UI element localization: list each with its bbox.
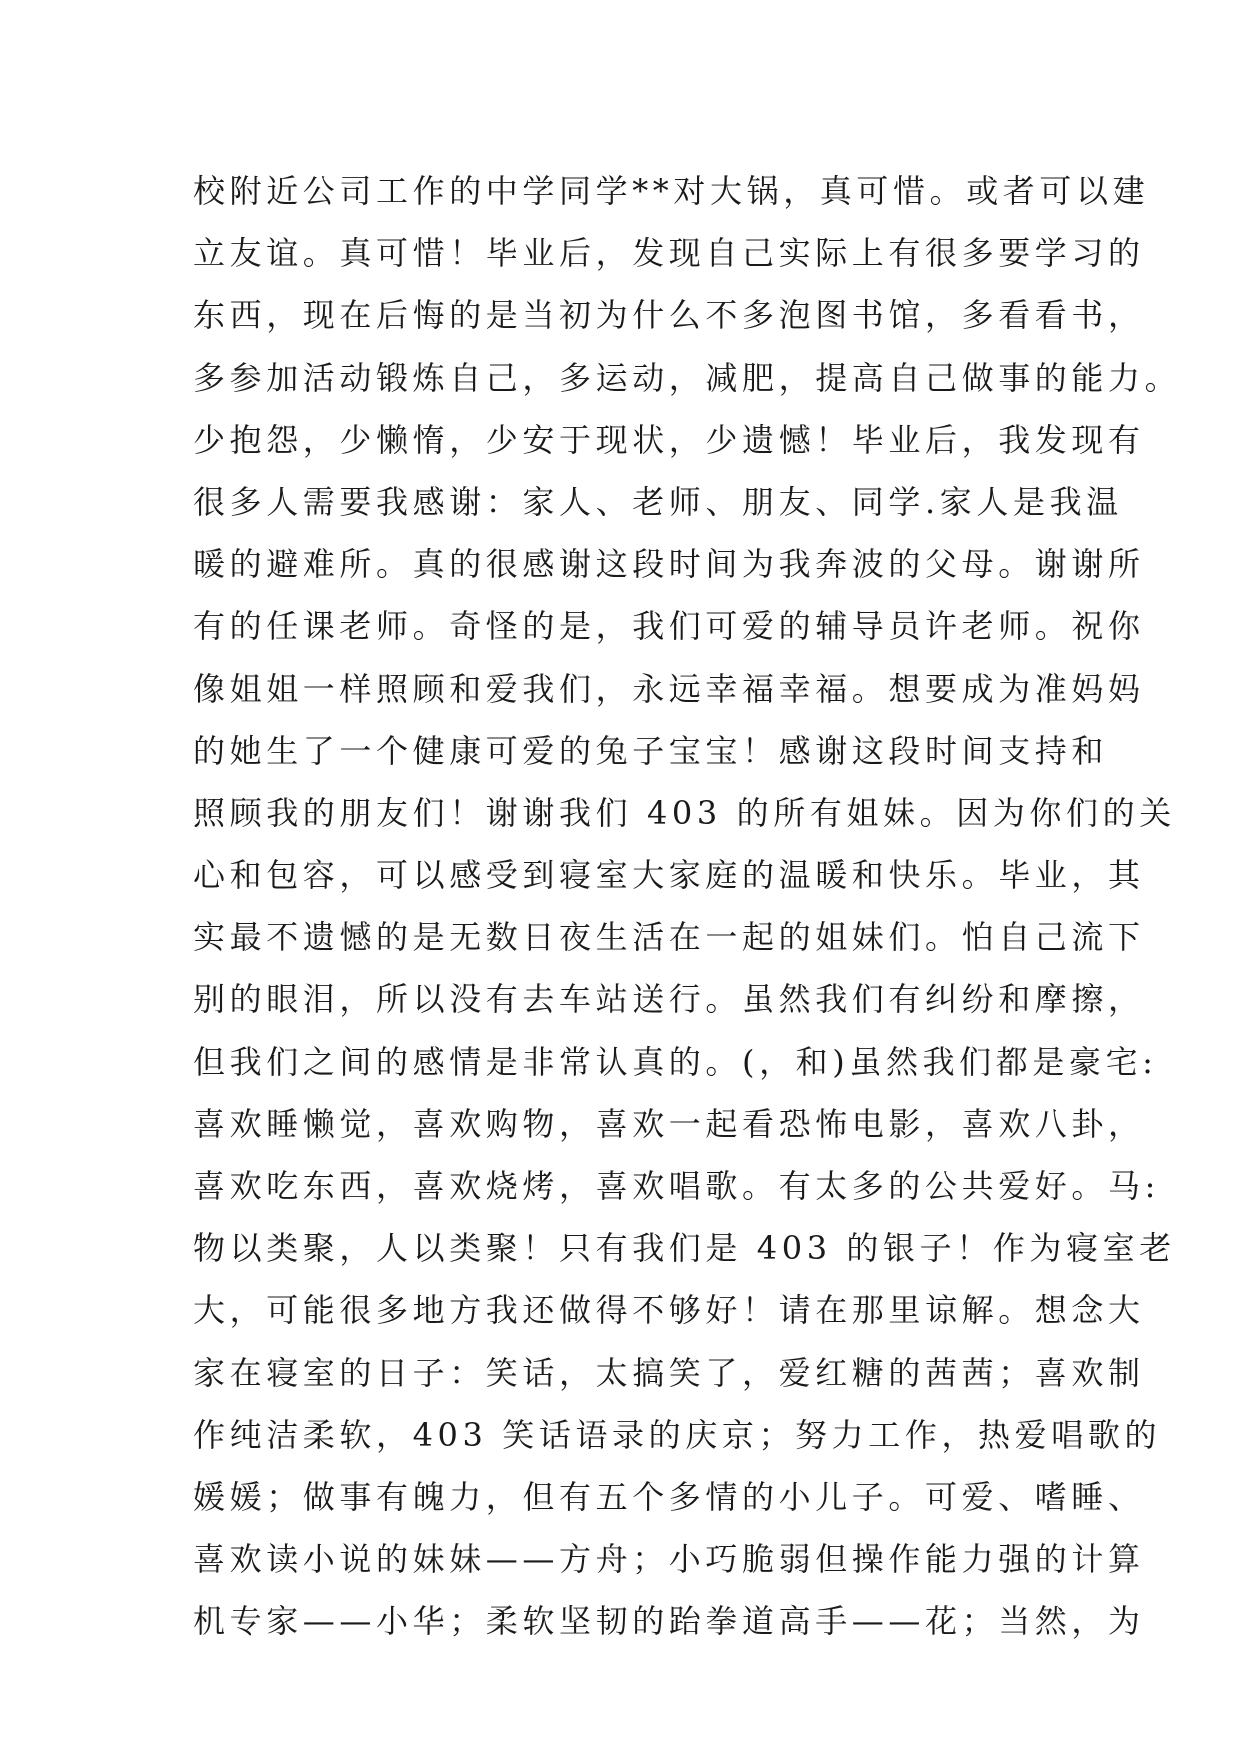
text-line: 喜欢吃东西，喜欢烧烤，喜欢唱歌。有太多的公共爱好。马:	[193, 1167, 1160, 1205]
text-line: 少抱怨，少懒惰，少安于现状，少遗憾！毕业后，我发现有	[193, 420, 1145, 459]
text-line: 作纯洁柔软，403 笑话语录的庆京；努力工作，热爱唱歌的	[193, 1415, 1162, 1454]
text-line: 多参加活动锻炼自己，多运动，减肥，提高自己做事的能力。	[193, 358, 1182, 397]
text-line: 有的任课老师。奇怪的是，我们可爱的辅导员许老师。祝你	[193, 607, 1145, 646]
text-line: 照顾我的朋友们！谢谢我们 403 的所有姐妹。因为你们的关	[193, 793, 1176, 832]
text-line: 校附近公司工作的中学同学**对大锅，真可惜。或者可以建	[193, 172, 1150, 210]
text-line: 喜欢睡懒觉，喜欢购物，喜欢一起看恐怖电影，喜欢八卦，	[193, 1104, 1145, 1143]
text-line: 大，可能很多地方我还做得不够好！请在那里谅解。想念大	[193, 1291, 1145, 1330]
text-line: 的她生了一个健康可爱的兔子宝宝！感谢这段时间支持和	[193, 731, 1109, 770]
text-line: 很多人需要我感谢：家人、老师、朋友、同学.家人是我温	[193, 482, 1123, 521]
text-line: 心和包容，可以感受到寝室大家庭的温暖和快乐。毕业，其	[193, 856, 1145, 895]
body-text	[193, 160, 1182, 1653]
text-line: 立友谊。真可惜！毕业后，发现自己实际上有很多要学习的	[193, 234, 1145, 273]
text-line: 暖的避难所。真的很感谢这段时间为我奔波的父母。谢谢所	[193, 545, 1145, 584]
text-line: 实最不遗憾的是无数日夜生活在一起的姐妹们。怕自己流下	[193, 918, 1145, 957]
text-line: 媛媛；做事有魄力，但有五个多情的小儿子。可爱、嗜睡、	[193, 1477, 1145, 1516]
text-line: 机专家——小华；柔软坚韧的跆拳道高手——花；当然，为	[193, 1602, 1145, 1641]
text-line: 别的眼泪，所以没有去车站送行。虽然我们有纠纷和摩擦，	[193, 980, 1145, 1019]
text-line: 家在寝室的日子：笑话，太搞笑了，爱红糖的茜茜；喜欢制	[193, 1353, 1145, 1392]
text-line: 喜欢读小说的妹妹——方舟；小巧脆弱但操作能力强的计算	[193, 1540, 1145, 1579]
text-line: 东西，现在后悔的是当初为什么不多泡图书馆，多看看书，	[193, 296, 1145, 335]
text-line: 但我们之间的感情是非常认真的。(，和)虽然我们都是豪宅:	[193, 1042, 1158, 1081]
text-line: 像姐姐一样照顾和爱我们，永远幸福幸福。想要成为准妈妈	[193, 669, 1145, 708]
text-line: 物以类聚，人以类聚！只有我们是 403 的银子！作为寝室老	[193, 1229, 1176, 1268]
